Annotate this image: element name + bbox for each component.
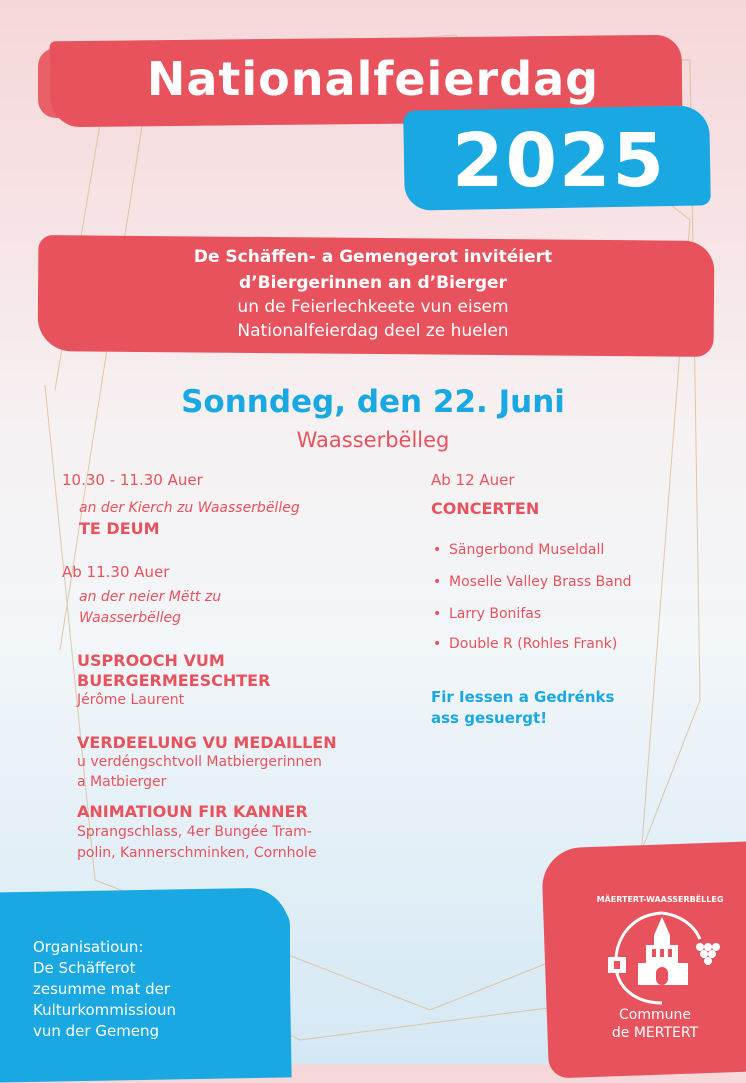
bullet-dot-icon: • <box>433 636 442 652</box>
program-time-1: 10.30 - 11.30 Auer <box>62 471 203 489</box>
event-date: Sonndeg, den 22. Juni <box>181 384 565 420</box>
concert-item <box>433 574 632 590</box>
invitation-line-1 <box>0 244 746 270</box>
organisation-brush-extra <box>150 905 290 1075</box>
food-note <box>431 687 614 729</box>
organisation-line-4: Kulturkommissioun <box>33 1001 177 1019</box>
program-location-2-line-2: Waasserbëlleg <box>79 610 181 626</box>
logo-name-line-2: de MERTERT <box>611 1025 699 1041</box>
organisation-line-3: zesumme mat der <box>33 980 171 998</box>
invitation-line-4: Nationalfeierdag deel ze huelen <box>237 321 509 341</box>
program-event-kids-line-2: polin, Kannerschminken, Cornhole <box>77 845 317 861</box>
concert-item <box>433 542 604 558</box>
logo-name-line-1: Commune <box>619 1007 691 1023</box>
organisation-line-1: Organisatioun: <box>33 938 144 956</box>
program-event-kids: ANIMATIOUN FIR KANNER <box>77 802 308 821</box>
bullet-dot-icon: • <box>433 542 442 558</box>
concert-item-label: Larry Bonifas <box>449 606 542 622</box>
food-note-line-2: ass gesuergt! <box>431 709 548 727</box>
concert-item <box>433 606 541 622</box>
concert-item-label: Moselle Valley Brass Band <box>449 574 632 590</box>
organisation-line-5: vun der Gemeng <box>33 1022 160 1040</box>
program-location-1: an der Kierch zu Waasserbëlleg <box>79 500 300 516</box>
program-event-te-deum: TE DEUM <box>79 519 160 538</box>
concert-heading: CONCERTEN <box>431 499 540 518</box>
concert-item-label: Double R (Rohles Frank) <box>449 636 618 652</box>
page-title: Nationalfeierdag <box>146 52 600 106</box>
bullet-dot-icon: • <box>433 574 442 590</box>
food-note-line-1: Fir Iessen a Gedrénks <box>431 688 615 706</box>
program-event-speech-line-2: BUERGERMEESCHTER <box>77 671 271 690</box>
page-year: 2025 <box>452 118 666 204</box>
church-crest-icon <box>600 905 724 1007</box>
program-event-kids-line-1: Sprangschlass, 4er Bungée Tram- <box>77 824 312 840</box>
program-event-medals: VERDEELUNG VU MEDAILLEN <box>77 733 337 752</box>
invitation-line-3: un de Feierlechkeete vun eisem <box>237 297 509 317</box>
logo-small-text: MÄERTERT-WAASSERBËLLEG <box>596 895 724 904</box>
organisation-line-2: De Schäfferot <box>33 959 136 977</box>
event-place: Waasserbëlleg <box>296 428 450 452</box>
invitation-line-1-prefix: De Schäffen- a Gemengerot <box>193 247 464 267</box>
concert-time: Ab 12 Auer <box>431 471 515 489</box>
concert-item-label: Sängerbond Museldall <box>449 542 605 558</box>
invitation-line-1-strong: invitéiert <box>463 247 553 267</box>
program-event-medals-line-1: u verdéngschtvoll Matbiergerinnen <box>77 754 322 770</box>
bullet-dot-icon: • <box>433 606 442 622</box>
concert-item <box>433 636 617 652</box>
program-event-medals-line-2: a Matbierger <box>77 774 167 790</box>
program-time-2: Ab 11.30 Auer <box>62 563 170 581</box>
program-location-2-line-1: an der neier Mëtt zu <box>79 589 222 605</box>
program-event-speech-line-1: USPROOCH VUM <box>77 651 225 670</box>
program-event-speech-person: Jérôme Laurent <box>77 692 185 708</box>
invitation-line-2: d’Biergerinnen an d’Bierger <box>239 273 507 293</box>
